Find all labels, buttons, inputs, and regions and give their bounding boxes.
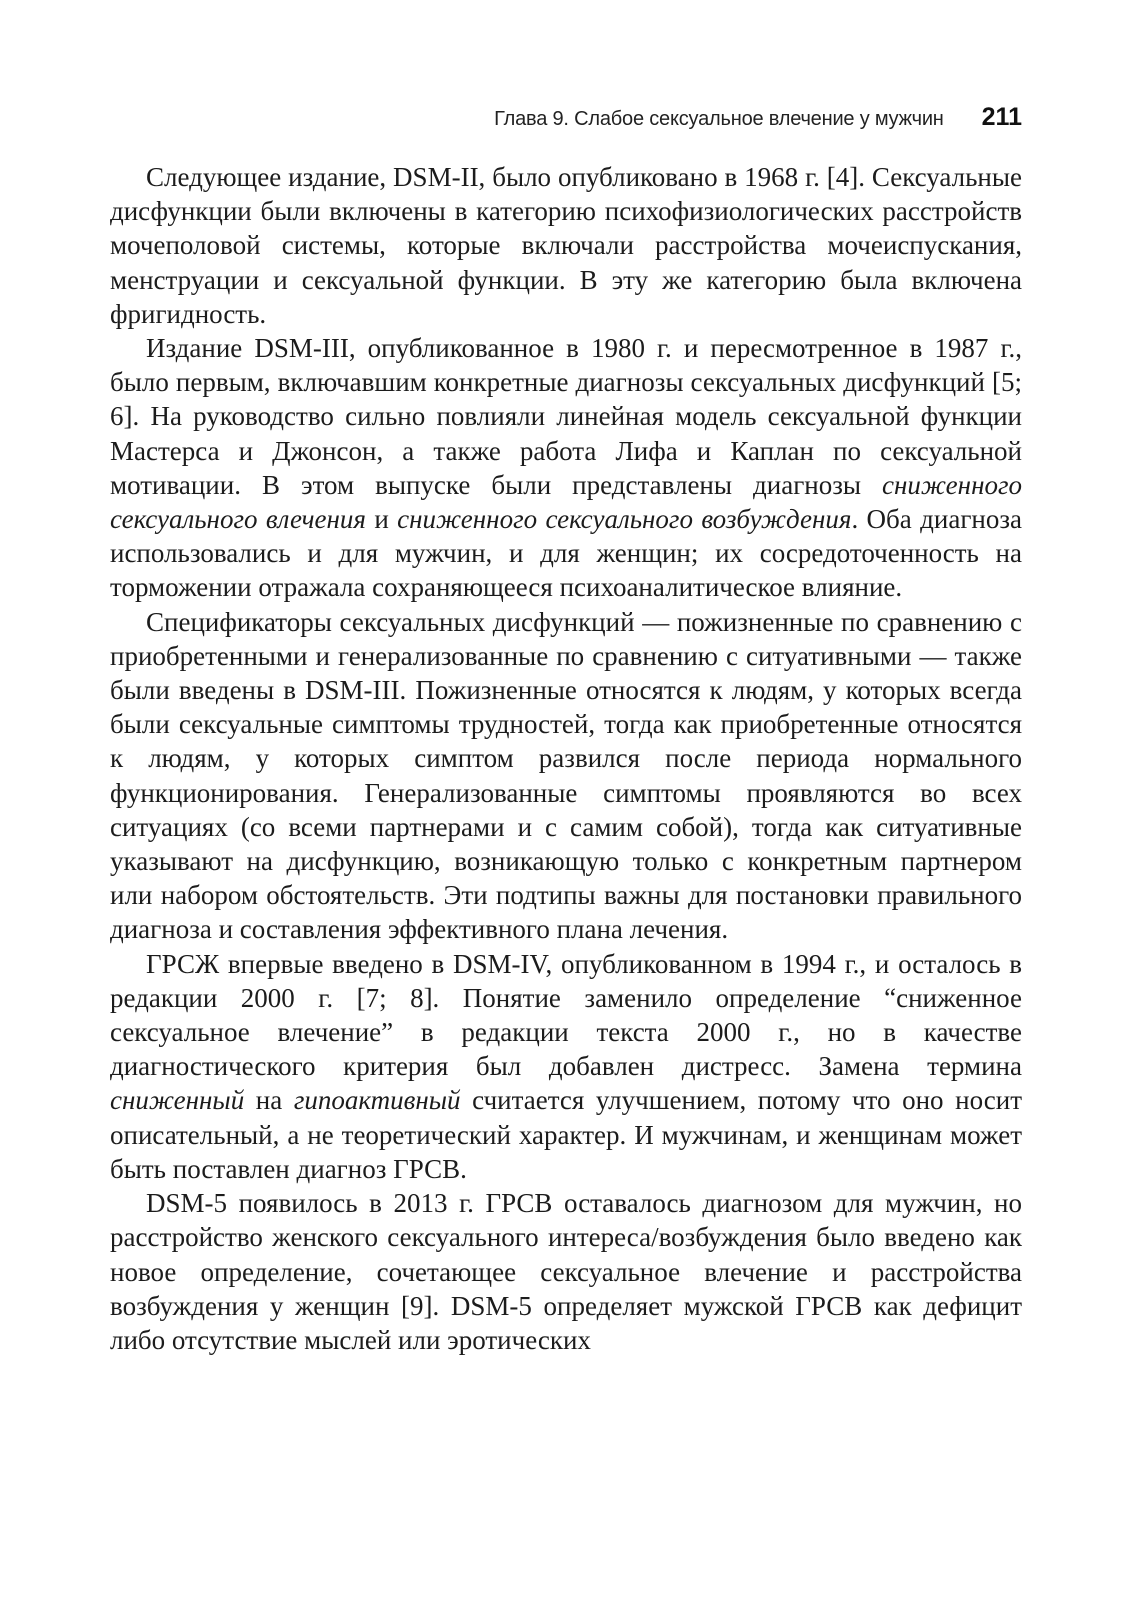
paragraph-2-text: и (365, 504, 398, 535)
paragraph-4-text: считается улучшением, потому что оно носит описательный, а не теоретический характер. И мужчинам, и женщинам может быть поставлен диагноз ГРСВ. (110, 1085, 1022, 1184)
italic-term-reduced-arousal: сниженного сексуального возбуждения (397, 504, 852, 535)
running-header (110, 103, 1022, 133)
italic-term-hypoactive: гипоактивный (293, 1085, 461, 1116)
italic-term-reduced-desire: сниженного сексуального влечения (110, 469, 1022, 535)
paragraph-5-text: DSM-5 появилось в 2013 г. ГРСВ оставалось диагнозом для мужчин, но расстройство женского сексуального интереса/возбуждения было введено как новое определение, сочетающее сексуальное влечение и расстройства возбуждения у женщин [9]. DSM-5 определяет мужской ГРСВ как дефицит либо отсутствие мыслей или эротических (110, 1188, 1022, 1355)
italic-term-reduced: сниженный (110, 1085, 245, 1116)
paragraph-1-text: Следующее издание, DSM-II, было опубликовано в 1968 г. [4]. Сексуальные дисфункции были включены в категорию психофизиологических расстройств мочеполовой системы, которые включали расстройства мочеиспускания, менструации и сексуальной функции. В эту же категорию была включена фригидность. (110, 162, 1022, 329)
paragraph-5 (110, 1186, 1022, 1357)
paragraph-3 (110, 605, 1022, 947)
paragraph-4-text: на (244, 1085, 294, 1116)
paragraph-4-text: ГРСЖ впервые введено в DSM-IV, опубликованном в 1994 г., и осталось в редакции 2000 г. [7; 8]. Понятие заменило определение “сниженное сексуальное влечение” в редакции текста 2000 г., но в качестве диагностического критерия был добавлен дистресс. Замена термина (110, 948, 1022, 1082)
paragraph-1 (110, 160, 1022, 331)
paragraph-4 (110, 947, 1022, 1186)
body-text (110, 160, 1022, 1357)
paragraph-2-text: . Оба диагноза использовались и для мужчин, и для женщин; их сосредоточенность на торможении отражала сохраняющееся психоаналитическое влияние. (110, 504, 1022, 603)
paragraph-2-text: Издание DSM-III, опубликованное в 1980 г. и пересмотренное в 1987 г., было первым, включавшим конкретные диагнозы сексуальных дисфункций [5; 6]. На руководство сильно повлияли линейная модель сексуальной функции Мастерса и Джонсон, а также работа Лифа и Каплан по сексуальной мотивации. В этом выпуске были представлены диагнозы (110, 333, 1022, 500)
page-number: 211 (981, 103, 1022, 131)
paragraph-2 (110, 331, 1022, 605)
paragraph-3-text: Спецификаторы сексуальных дисфункций — пожизненные по сравнению с приобретенными и генерализованные по сравнению с ситуативными — также были введены в DSM-III. Пожизненные относятся к людям, у которых всегда были сексуальные симптомы трудностей, тогда как приобретенные относятся к людям, у которых симптом развился после периода нормального функционирования. Генерализованные симптомы проявляются во всех ситуациях (со всеми партнерами и с самим собой), тогда как ситуативные указывают на дисфункцию, возникающую только с конкретным партнером или набором обстоятельств. Эти подтипы важны для постановки правильного диагноза и составления эффективного плана лечения. (110, 606, 1022, 945)
chapter-title: Глава 9. Слабое сексуальное влечение у мужчин (494, 108, 944, 130)
